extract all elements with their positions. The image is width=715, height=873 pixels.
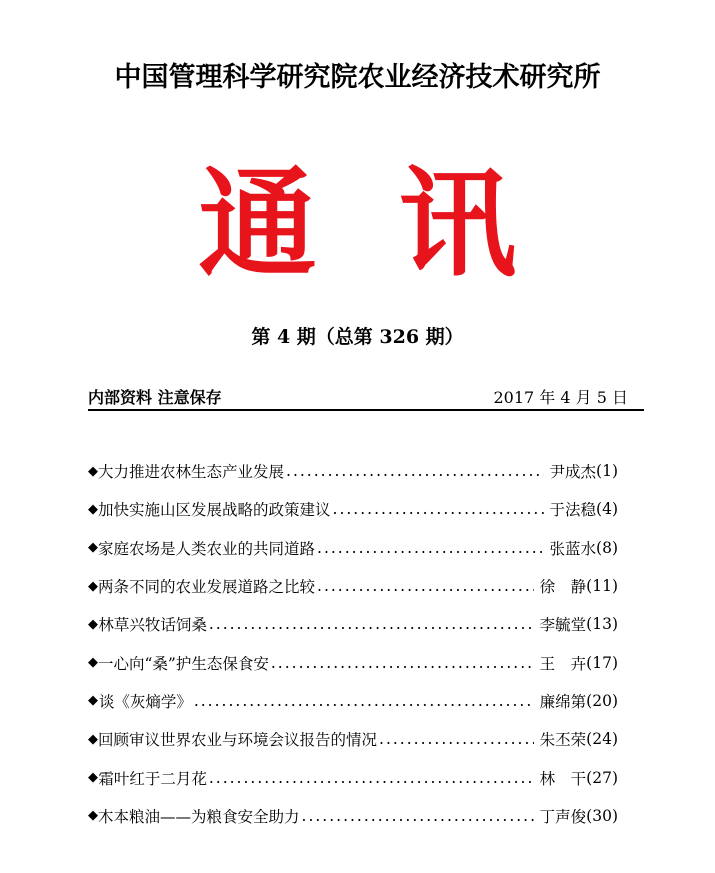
diamond-bullet-icon: ◆ xyxy=(88,540,98,556)
leader-dots xyxy=(271,654,534,672)
toc-item[interactable] xyxy=(88,490,618,528)
diamond-bullet-icon: ◆ xyxy=(88,501,98,517)
title-char-1: 通 xyxy=(198,154,317,293)
toc-title: 回顾审议世界农业与环境会议报告的情况 xyxy=(98,731,378,750)
toc-page: (20) xyxy=(586,691,618,710)
toc-item[interactable] xyxy=(88,605,618,643)
toc-item[interactable] xyxy=(88,567,618,605)
diamond-bullet-icon: ◆ xyxy=(88,731,98,747)
internal-notice: 内部资料 注意保存 xyxy=(88,388,222,407)
toc-item[interactable] xyxy=(88,797,618,835)
toc-page: (24) xyxy=(586,730,618,749)
leader-dots xyxy=(209,615,534,633)
diamond-bullet-icon: ◆ xyxy=(88,616,98,632)
leader-dots xyxy=(209,769,534,787)
toc-author: 朱丕荣 xyxy=(539,731,587,750)
toc-title: 一心向“桑”护生态保食安 xyxy=(98,654,269,673)
toc-item[interactable] xyxy=(88,529,618,567)
toc-title: 加快实施山区发展战略的政策建议 xyxy=(98,501,331,520)
toc-item[interactable] xyxy=(88,452,618,490)
toc-author: 王 卉 xyxy=(539,654,587,673)
diamond-bullet-icon: ◆ xyxy=(88,770,98,786)
diamond-bullet-icon: ◆ xyxy=(88,578,98,594)
toc-page: (1) xyxy=(596,462,618,481)
toc-item[interactable] xyxy=(88,720,618,758)
toc-title: 家庭农场是人类农业的共同道路 xyxy=(98,539,316,558)
title-char-2: 讯 xyxy=(398,154,517,293)
institute-name: 中国管理科学研究院农业经济技术研究所 xyxy=(114,62,601,93)
toc-author: 李毓堂 xyxy=(539,616,587,635)
meta-line xyxy=(88,385,628,408)
toc-author: 徐 静 xyxy=(539,578,587,597)
header-rule xyxy=(88,409,644,411)
toc-item[interactable] xyxy=(88,758,618,796)
leader-dots xyxy=(333,500,544,518)
toc-author: 尹成杰 xyxy=(549,463,597,482)
toc-title: 林草兴牧话饲桑 xyxy=(98,616,207,635)
toc-item[interactable] xyxy=(88,643,618,681)
toc-item[interactable] xyxy=(88,682,618,720)
toc-author: 廉绵第 xyxy=(539,692,587,711)
issue-date: 2017 年 4 月 5 日 xyxy=(493,388,628,407)
toc-author: 林 干 xyxy=(539,769,587,788)
newsletter-title xyxy=(0,154,715,293)
toc-page: (17) xyxy=(586,653,618,672)
toc-page: (27) xyxy=(586,768,618,787)
diamond-bullet-icon: ◆ xyxy=(88,693,98,709)
diamond-bullet-icon: ◆ xyxy=(88,808,98,824)
issue-number: 第 4 期（总第 326 期） xyxy=(251,326,464,348)
toc-page: (13) xyxy=(586,615,618,634)
leader-dots xyxy=(286,462,544,480)
diamond-bullet-icon: ◆ xyxy=(88,463,98,479)
toc-title: 木本粮油——为粮食安全助力 xyxy=(98,807,300,826)
leader-dots xyxy=(317,539,544,557)
toc-title: 霜叶红于二月花 xyxy=(98,769,207,788)
toc-author: 于法稳 xyxy=(549,501,597,520)
leader-dots xyxy=(302,807,534,825)
toc-page: (11) xyxy=(586,577,618,596)
toc-page: (4) xyxy=(596,500,618,519)
toc-author: 丁声俊 xyxy=(539,807,587,826)
toc-page: (8) xyxy=(596,538,618,557)
toc-title: 两条不同的农业发展道路之比较 xyxy=(98,578,316,597)
table-of-contents xyxy=(88,452,618,835)
toc-title: 大力推进农林生态产业发展 xyxy=(98,463,285,482)
toc-title: 谈《灰熵学》 xyxy=(98,692,192,711)
leader-dots xyxy=(194,692,534,710)
leader-dots xyxy=(379,730,534,748)
toc-page: (30) xyxy=(586,806,618,825)
toc-author: 张蓝水 xyxy=(549,539,597,558)
leader-dots xyxy=(317,577,534,595)
diamond-bullet-icon: ◆ xyxy=(88,655,98,671)
